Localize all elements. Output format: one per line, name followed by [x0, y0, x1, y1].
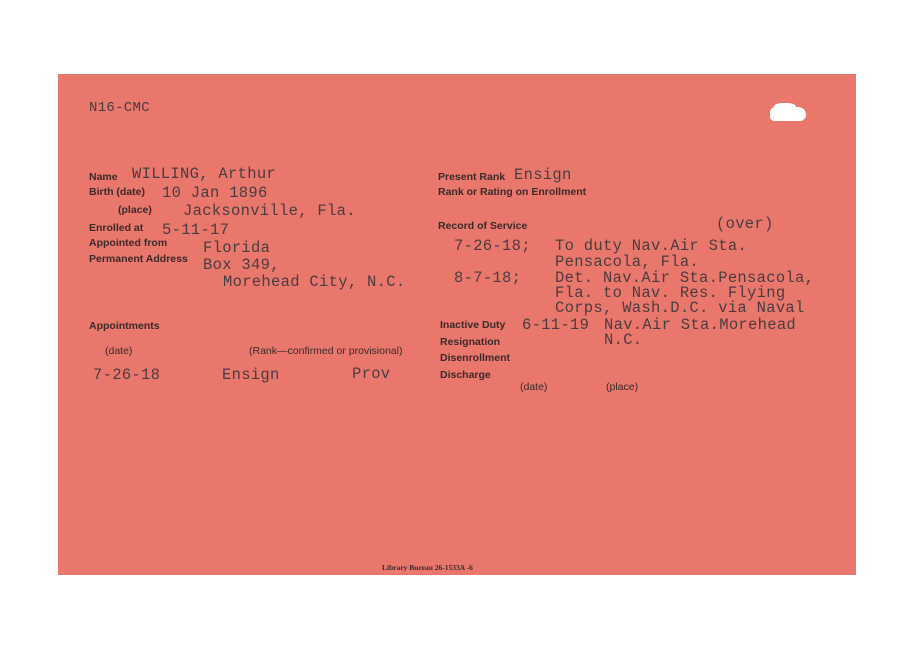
appointment-status-value: Prov: [352, 365, 391, 383]
file-code: N16-CMC: [89, 100, 150, 116]
appointment-rank-value: Ensign: [222, 366, 280, 384]
appointment-date-value: 7-26-18: [93, 366, 161, 384]
service-entry-1-line-2: Pensacola, Fla.: [555, 253, 700, 271]
enrolled-at-label: Enrolled at: [89, 222, 144, 234]
appointed-from-value: Florida: [203, 239, 271, 257]
birth-place-label: (place): [118, 204, 152, 216]
address-line2: Morehead City, N.C.: [223, 273, 406, 291]
record-of-service-label: Record of Service: [438, 220, 528, 232]
birth-date-label: Birth (date): [89, 186, 145, 198]
disenrollment-label: Disenrollment: [440, 352, 511, 364]
discharge-label: Discharge: [440, 369, 491, 381]
name-value: WILLING, Arthur: [132, 165, 277, 183]
enrolled-at-value: 5-11-17: [162, 221, 230, 239]
service-entry-2-line-1: Det. Nav.Air Sta.Pensacola,: [555, 269, 815, 287]
inactive-duty-date: 6-11-19: [522, 316, 590, 334]
discharge-place-label: (place): [606, 381, 639, 393]
birth-date-value: 10 Jan 1896: [162, 184, 268, 202]
printer-imprint: Library Bureau 26-1533A -6: [382, 563, 473, 572]
address-line1: Box 349,: [203, 256, 280, 274]
appointed-from-label: Appointed from: [89, 237, 168, 249]
appointment-date-label: (date): [105, 345, 133, 357]
present-rank-label: Present Rank: [438, 171, 506, 183]
over-note: (over): [716, 215, 774, 233]
appointments-label: Appointments: [89, 320, 160, 332]
inactive-duty-line-1: Nav.Air Sta.Morehead: [604, 316, 797, 334]
name-label: Name: [89, 171, 118, 183]
punch-hole: [770, 107, 806, 121]
birth-place-value: Jacksonville, Fla.: [183, 202, 356, 220]
rank-on-enrollment-label: Rank or Rating on Enrollment: [438, 186, 587, 198]
resignation-label: Resignation: [440, 336, 501, 348]
discharge-date-label: (date): [520, 381, 548, 393]
service-date-2: 8-7-18;: [454, 269, 522, 287]
service-entry-2-line-2: Fla. to Nav. Res. Flying: [555, 284, 786, 302]
service-entry-2-line-3: Corps, Wash.D.C. via Naval: [555, 299, 805, 317]
service-entry-1-line-1: To duty Nav.Air Sta.: [555, 237, 748, 255]
appointment-rank-label: (Rank—confirmed or provisional): [249, 345, 403, 357]
inactive-duty-line-2: N.C.: [604, 331, 643, 349]
service-date-1: 7-26-18;: [454, 237, 531, 255]
inactive-duty-label: Inactive Duty: [440, 319, 506, 331]
permanent-address-label: Permanent Address: [89, 253, 188, 265]
present-rank-value: Ensign: [514, 166, 572, 184]
